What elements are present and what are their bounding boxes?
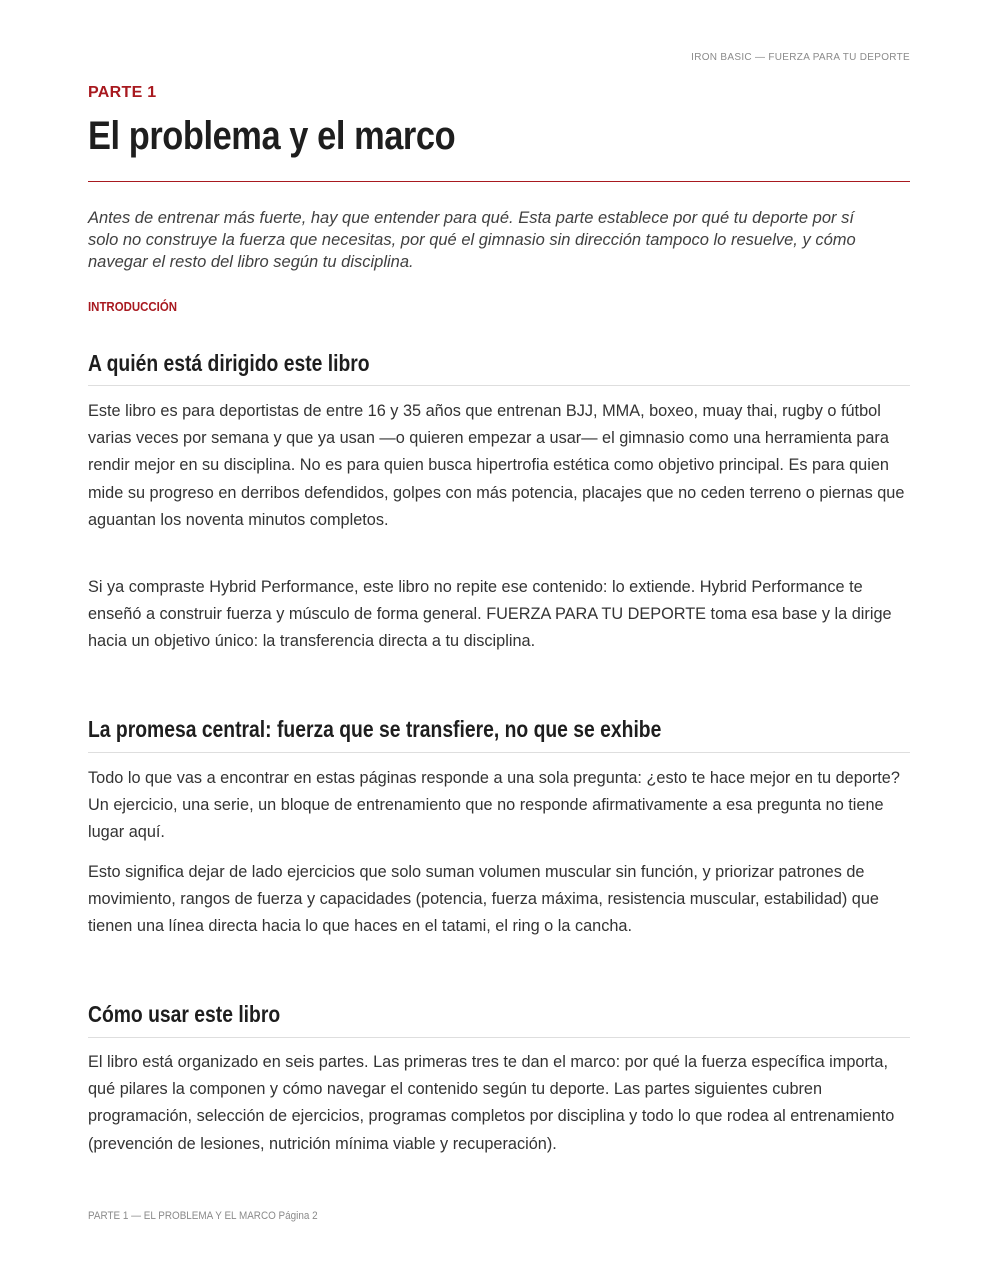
section-heading [88,350,910,377]
section-heading-text: Cómo usar este libro [88,1001,281,1027]
section-heading-text: La promesa central: fuerza que se transfiere, no que se exhibe [88,716,662,742]
page-footer: PARTE 1 — EL PROBLEMA Y EL MARCO Página 2 [88,1210,318,1222]
heading-divider [88,1037,910,1038]
heading-divider [88,385,910,386]
part-lede: Antes de entrenar más fuerte, hay que entender para qué. Esta parte establece por qué tu deporte por sí solo no construye la fuerza que necesitas, por qué el gimnasio sin dirección tampoco lo resuelve, y cómo navegar el resto del libro según tu disciplina. [88,209,856,271]
running-header: IRON BASIC — FUERZA PARA TU DEPORTE [691,52,910,63]
paragraph: Si ya compraste Hybrid Performance, este libro no repite ese contenido: lo extiende. Hybrid Performance te enseñó a construir fuerza y músculo de forma general. FUERZA PARA TU DEPORTE toma esa base y la dirige hacia un objetivo único: la transferencia directa a tu disciplina. [88,578,892,651]
paragraph: Esto significa dejar de lado ejercicios que solo suman volumen muscular sin función, y priorizar patrones de movimiento, rangos de fuerza y capacidades (potencia, fuerza máxima, resistencia muscular, estabilidad) que tienen una línea directa hacia lo que haces en el tatami, el ring o la cancha. [88,863,879,936]
section-kicker: INTRODUCCIÓN [88,299,177,314]
paragraph: Todo lo que vas a encontrar en estas páginas responde a una sola pregunta: ¿esto te hace mejor en tu deporte? Un ejercicio, una serie, un bloque de entrenamiento que no responde afirmativamente a esa pregunta no tiene lugar aquí. [88,769,900,842]
part-label: PARTE 1 [88,84,157,101]
section-heading [88,716,910,743]
title-divider [88,181,910,182]
section-heading-text: A quién está dirigido este libro [88,350,370,376]
paragraph: Este libro es para deportistas de entre 16 y 35 años que entrenan BJJ, MMA, boxeo, muay thai, rugby o fútbol varias veces por semana y que ya usan —o quieren empezar a usar— el gimnasio como una herramienta para rendir mejor en su disciplina. No es para quien busca hipertrofia estética como objetivo principal. Es para quien mide su progreso en derribos defendidos, golpes con más potencia, placajes que no ceden terreno o piernas que aguantan los noventa minutos completos. [88,402,905,529]
section-heading [88,1001,910,1028]
paragraph: El libro está organizado en seis partes. Las primeras tres te dan el marco: por qué la fuerza específica importa, qué pilares la componen y cómo navegar el contenido según tu deporte. Las partes siguientes cubren programación, selección de ejercicios, programas completos por disciplina y todo lo que rodea al entrenamiento (prevención de lesiones, nutrición mínima viable y recuperación). [88,1053,895,1153]
page-title: El problema y el marco [88,114,456,158]
heading-divider [88,752,910,753]
